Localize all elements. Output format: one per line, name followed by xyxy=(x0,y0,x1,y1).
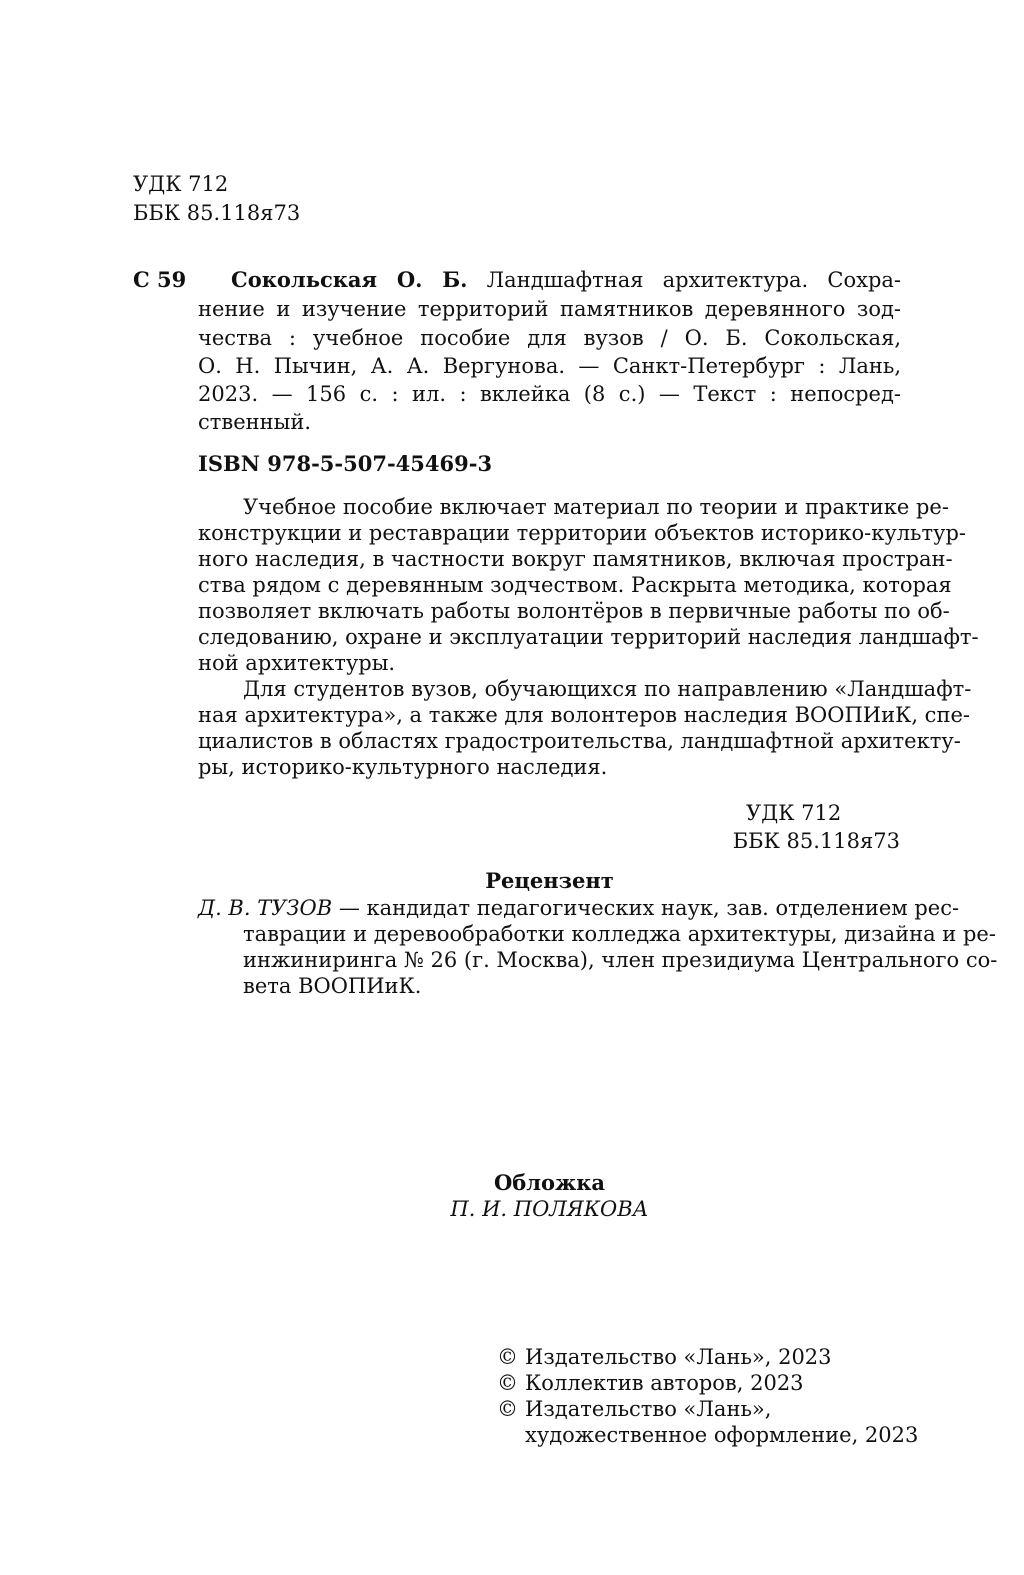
bib-line-5: 2023. — 156 с. : ил. : вклейка (8 с.) — Текст : непосред- xyxy=(198,382,901,406)
bib-line-2: нение и изучение территорий памятников деревянного зод- xyxy=(198,297,901,321)
udk-bottom-text: УДК 712 xyxy=(746,801,842,825)
bib-line-3: чества : учебное пособие для вузов / О. Б. Сокольская, xyxy=(198,326,901,350)
abstract-p2-line: ры, историко-культурного наследия. xyxy=(198,755,608,779)
copyright-symbol: © xyxy=(497,1397,518,1421)
abstract-p2-line: ная архитектура», а также для волонтеров наследия ВООПИиК, спе- xyxy=(198,703,970,727)
abstract-p1-line: позволяет включать работы волонтёров в первичные работы по об- xyxy=(198,599,950,623)
copyright-line-2 xyxy=(497,1370,804,1396)
abstract-p1-line: Учебное пособие включает материал по теории и практике ре- xyxy=(243,495,949,519)
reviewer-line-4: вета ВООПИиК. xyxy=(243,974,422,998)
copyright-symbol: © xyxy=(497,1345,518,1369)
copyright-line-1 xyxy=(497,1344,832,1370)
abstract-p1-line: конструкции и реставрации территории объектов историко-культур- xyxy=(198,521,966,545)
bib-author: Сокольская О. Б. xyxy=(231,267,468,292)
abstract-p1-line: ной архитектуры. xyxy=(198,651,396,675)
abstract-p2-line: циалистов в областях градостроительства, ландшафтной архитекту- xyxy=(198,729,961,753)
abstract-p1-line: ства рядом с деревянным зодчеством. Раскрыта методика, которая xyxy=(198,573,952,597)
bbk-top: ББК 85.118я73 xyxy=(133,201,301,225)
copyright-text: Коллектив авторов, 2023 xyxy=(525,1371,804,1395)
reviewer-name: Д. В. ТУЗОВ xyxy=(198,896,333,920)
bib-line-6: ственный. xyxy=(198,410,312,434)
reviewer-line-3: инжиниринга № 26 (г. Москва), член президиума Центрального со- xyxy=(243,948,998,972)
udk-bottom xyxy=(640,800,900,826)
reviewer-line-2: таврации и деревообработки колледжа архитектуры, дизайна и ре- xyxy=(243,922,996,946)
udk-top: УДК 712 xyxy=(133,172,229,196)
abstract-p1-line: следованию, охране и эксплуатации территорий наследия ландшафт- xyxy=(198,625,979,649)
reviewer-line-1 xyxy=(198,895,960,921)
bbk-bottom: ББК 85.118я73 xyxy=(732,829,900,853)
cover-heading: Обложка xyxy=(493,1170,606,1195)
abstract-p1-line: ного наследия, в частности вокруг памятников, включая простран- xyxy=(198,547,953,571)
copyright-line-3 xyxy=(497,1396,771,1422)
bib-title-start: Ландшафтная архитектура. Сохра- xyxy=(486,268,902,292)
copyright-line-4: художественное оформление, 2023 xyxy=(525,1423,919,1447)
reviewer-heading: Рецензент xyxy=(485,868,614,893)
author-code: С 59 xyxy=(133,267,187,292)
cover-artist: П. И. ПОЛЯКОВА xyxy=(450,1197,649,1221)
copyright-text: Издательство «Лань», 2023 xyxy=(525,1345,832,1369)
reviewer-desc-start: — кандидат педагогических наук, зав. отделением рес- xyxy=(338,896,960,920)
copyright-symbol: © xyxy=(497,1371,518,1395)
abstract-p2-line: Для студентов вузов, обучающихся по направлению «Ландшафт- xyxy=(243,677,972,701)
bib-line-4: О. Н. Пычин, А. А. Вергунова. — Санкт-Петербург : Лань, xyxy=(198,354,901,378)
isbn: ISBN 978-5-507-45469-3 xyxy=(198,451,493,476)
bib-line-1 xyxy=(231,267,901,293)
copyright-text: Издательство «Лань», xyxy=(525,1397,772,1421)
